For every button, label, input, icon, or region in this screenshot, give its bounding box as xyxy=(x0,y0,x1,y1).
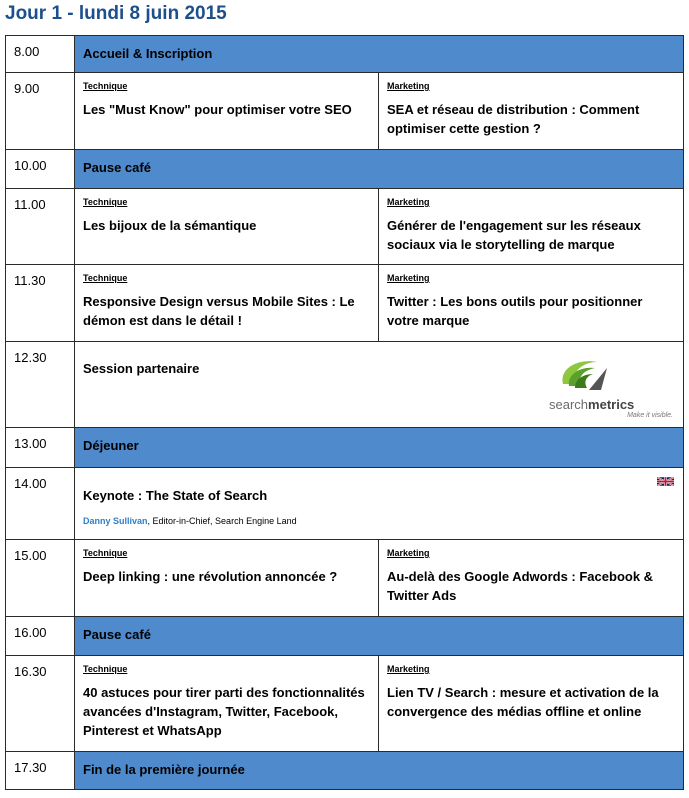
talk-title: Les bijoux de la sémantique xyxy=(83,218,257,233)
break-band: Pause café xyxy=(75,150,684,189)
time-cell: 11.00 xyxy=(6,189,75,265)
time-cell: 8.00 xyxy=(6,36,75,73)
category-label: Marketing xyxy=(387,197,430,207)
category-label: Marketing xyxy=(387,548,430,558)
talk-title: Les "Must Know" pour optimiser votre SEO xyxy=(83,102,352,117)
session-technique[interactable] xyxy=(75,540,379,617)
time-cell: 10.00 xyxy=(6,150,75,189)
category-label: Marketing xyxy=(387,273,430,283)
schedule-row xyxy=(6,468,684,540)
schedule-row xyxy=(6,150,684,189)
session-technique[interactable] xyxy=(75,73,379,150)
schedule-row xyxy=(6,540,684,617)
session-marketing[interactable] xyxy=(379,265,684,342)
partner-session[interactable] xyxy=(75,342,684,428)
time-cell: 12.30 xyxy=(6,342,75,428)
schedule-row xyxy=(6,617,684,656)
time-cell: 11.30 xyxy=(6,265,75,342)
speaker-role: , Editor-in-Chief, Search Engine Land xyxy=(147,516,297,526)
schedule-row xyxy=(6,73,684,150)
schedule-row xyxy=(6,189,684,265)
session-technique[interactable] xyxy=(75,265,379,342)
logo-tagline: Make it visible. xyxy=(627,412,673,419)
category-label: Technique xyxy=(83,197,128,207)
break-band: Accueil & Inscription xyxy=(75,36,684,73)
category-label: Technique xyxy=(83,81,128,91)
talk-title: Keynote : The State of Search xyxy=(83,488,268,503)
break-band: Pause café xyxy=(75,617,684,656)
session-marketing[interactable] xyxy=(379,656,684,752)
category-label: Marketing xyxy=(387,664,430,674)
category-label: Marketing xyxy=(387,81,430,91)
time-cell: 17.30 xyxy=(6,752,75,790)
session-technique[interactable] xyxy=(75,656,379,752)
page-title: Jour 1 - lundi 8 juin 2015 xyxy=(5,3,227,24)
schedule-row xyxy=(6,265,684,342)
session-marketing[interactable] xyxy=(379,540,684,617)
category-label: Technique xyxy=(83,664,128,674)
schedule-row xyxy=(6,342,684,428)
swoosh-icon xyxy=(549,354,673,398)
schedule-row xyxy=(6,752,684,790)
time-cell: 16.00 xyxy=(6,617,75,656)
time-cell: 13.00 xyxy=(6,428,75,468)
session-marketing[interactable] xyxy=(379,189,684,265)
talk-title: Deep linking : une révolution annoncée ? xyxy=(83,569,338,584)
session-marketing[interactable] xyxy=(379,73,684,150)
talk-title: Session partenaire xyxy=(83,361,200,376)
keynote-session[interactable] xyxy=(75,468,684,540)
talk-title: SEA et réseau de distribution : Comment optimiser cette gestion ? xyxy=(387,102,640,136)
time-cell: 16.30 xyxy=(6,656,75,752)
category-label: Technique xyxy=(83,273,128,283)
break-band: Fin de la première journée xyxy=(75,752,684,790)
searchmetrics-logo xyxy=(549,354,673,422)
session-technique[interactable] xyxy=(75,189,379,265)
talk-title: Lien TV / Search : mesure et activation de la convergence des médias offline et online xyxy=(387,685,659,719)
talk-title: Responsive Design versus Mobile Sites : Le démon est dans le détail ! xyxy=(83,294,355,328)
talk-title: Twitter : Les bons outils pour positionner votre marque xyxy=(387,294,643,328)
schedule-table xyxy=(5,35,684,790)
talk-title: Générer de l'engagement sur les réseaux sociaux via le storytelling de marque xyxy=(387,218,641,252)
schedule-row xyxy=(6,428,684,468)
schedule-row xyxy=(6,656,684,752)
schedule-row xyxy=(6,36,684,73)
category-label: Technique xyxy=(83,548,128,558)
time-cell: 9.00 xyxy=(6,73,75,150)
time-cell: 14.00 xyxy=(6,468,75,540)
speaker-line xyxy=(83,516,675,526)
break-band: Déjeuner xyxy=(75,428,684,468)
speaker-name[interactable]: Danny Sullivan xyxy=(83,516,148,526)
talk-title: Au-delà des Google Adwords : Facebook & Twitter Ads xyxy=(387,569,654,603)
logo-wordmark: searchmetrics xyxy=(549,397,635,412)
uk-flag-icon xyxy=(657,476,674,487)
time-cell: 15.00 xyxy=(6,540,75,617)
talk-title: 40 astuces pour tirer parti des fonctionnalités avancées d'Instagram, Twitter, Facebook, Pinterest et WhatsApp xyxy=(83,685,365,738)
